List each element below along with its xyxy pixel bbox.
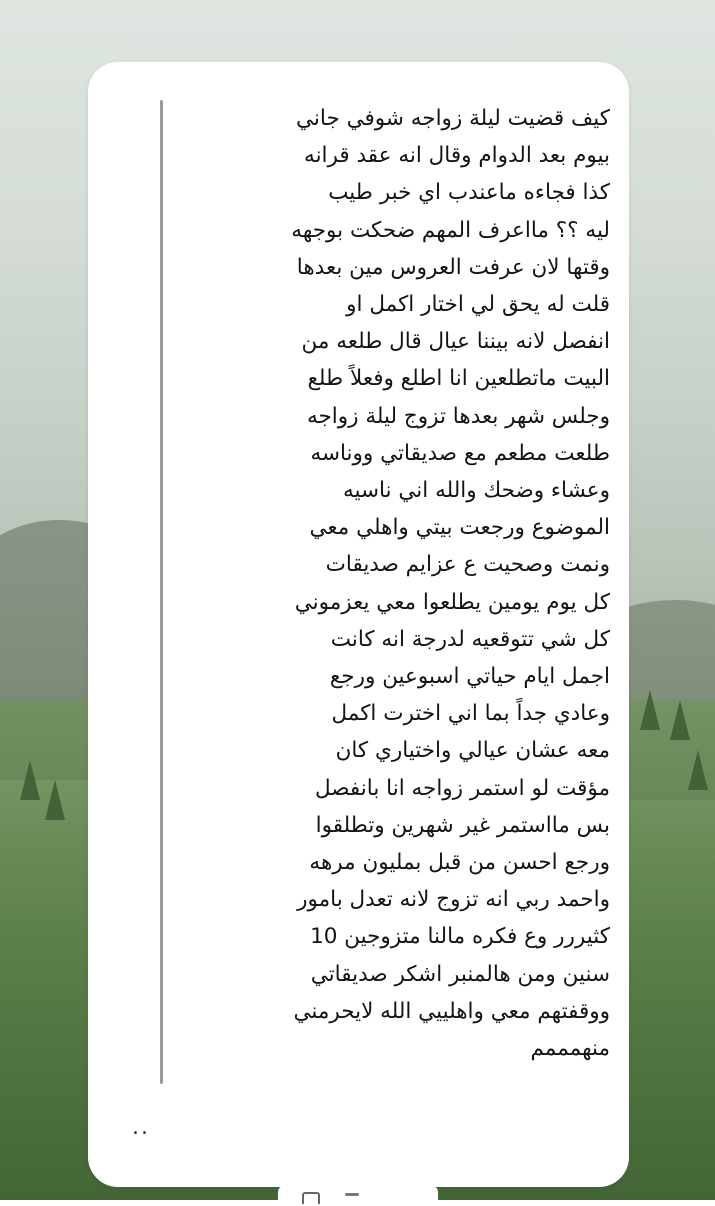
message-line: طلعت مطعم مع صديقاتي ووناسه [310, 440, 610, 466]
message-line: اجمل ايام حياتي اسبوعين ورجع [329, 664, 610, 690]
message-line: البيت ماتطلعين انا اطلع وفعلاً طلع [307, 366, 610, 392]
background-tree [45, 780, 65, 820]
message-line: ونمت وصحيت ع عزايم صديقات [325, 552, 610, 578]
message-line: كل يوم يومين يطلعوا معي يعزموني [294, 589, 610, 615]
message-line: ووقفتهم معي واهلييي الله لايحرمني [293, 998, 610, 1024]
message-line: وجلس شهر بعدها تزوج ليلة زواجه [306, 403, 610, 429]
message-line: مؤقت لو استمر زواجه انا بانفصل [315, 775, 610, 801]
message-line: بس مااستمر غير شهرين وتطلقوا [315, 812, 610, 838]
message-line: الموضوع ورجعت بيتي واهلي معي [309, 515, 610, 541]
ellipsis-text: .. [132, 1115, 150, 1140]
message-line: وقتها لان عرفت العروس مين بعدها [296, 254, 610, 280]
message-line: واحمد ربي انه تزوج لانه تعدل بامور [297, 887, 610, 913]
message-line: وعشاء وضحك والله اني ناسيه [342, 478, 610, 504]
message-line: ليه ؟؟ مااعرف المهم ضحكت بوجهه [291, 217, 610, 243]
bookmark-icon[interactable] [302, 1192, 320, 1204]
background-tree [20, 760, 40, 800]
message-line: معه عشان عيالي واختياري كان [335, 738, 610, 764]
background-tree [640, 690, 660, 730]
message-line: كيف قضيت ليلة زواجه شوفي جاني [296, 106, 610, 131]
message-line: منهمممم [530, 1036, 610, 1062]
message-line: بيوم بعد الدوام وقال انه عقد قرانه [304, 143, 610, 169]
message-line: كذا فجاءه ماعندب اي خبر طيب [328, 180, 610, 206]
message-line: كثيررر وع فكره مالنا متزوجين 10 [310, 924, 610, 950]
message-line: قلت له يحق لي اختار اكمل او [346, 292, 610, 318]
message-line: كل شي تتوقعيه لدرجة انه كانت [330, 626, 610, 652]
message-line: ورجع احسن من قبل بمليون مرهه [309, 850, 610, 876]
background-tree [688, 750, 708, 790]
message-line: وعادي جداً بما اني اخترت اكمل [331, 701, 610, 727]
message-text [100, 100, 610, 1080]
message-line: انفصل لانه بيننا عيال قال طلعه من [301, 329, 610, 355]
background-tree [670, 700, 690, 740]
message-line: سنين ومن هالمنبر اشكر صديقاتي [310, 961, 610, 987]
bottom-indicator [345, 1193, 359, 1196]
